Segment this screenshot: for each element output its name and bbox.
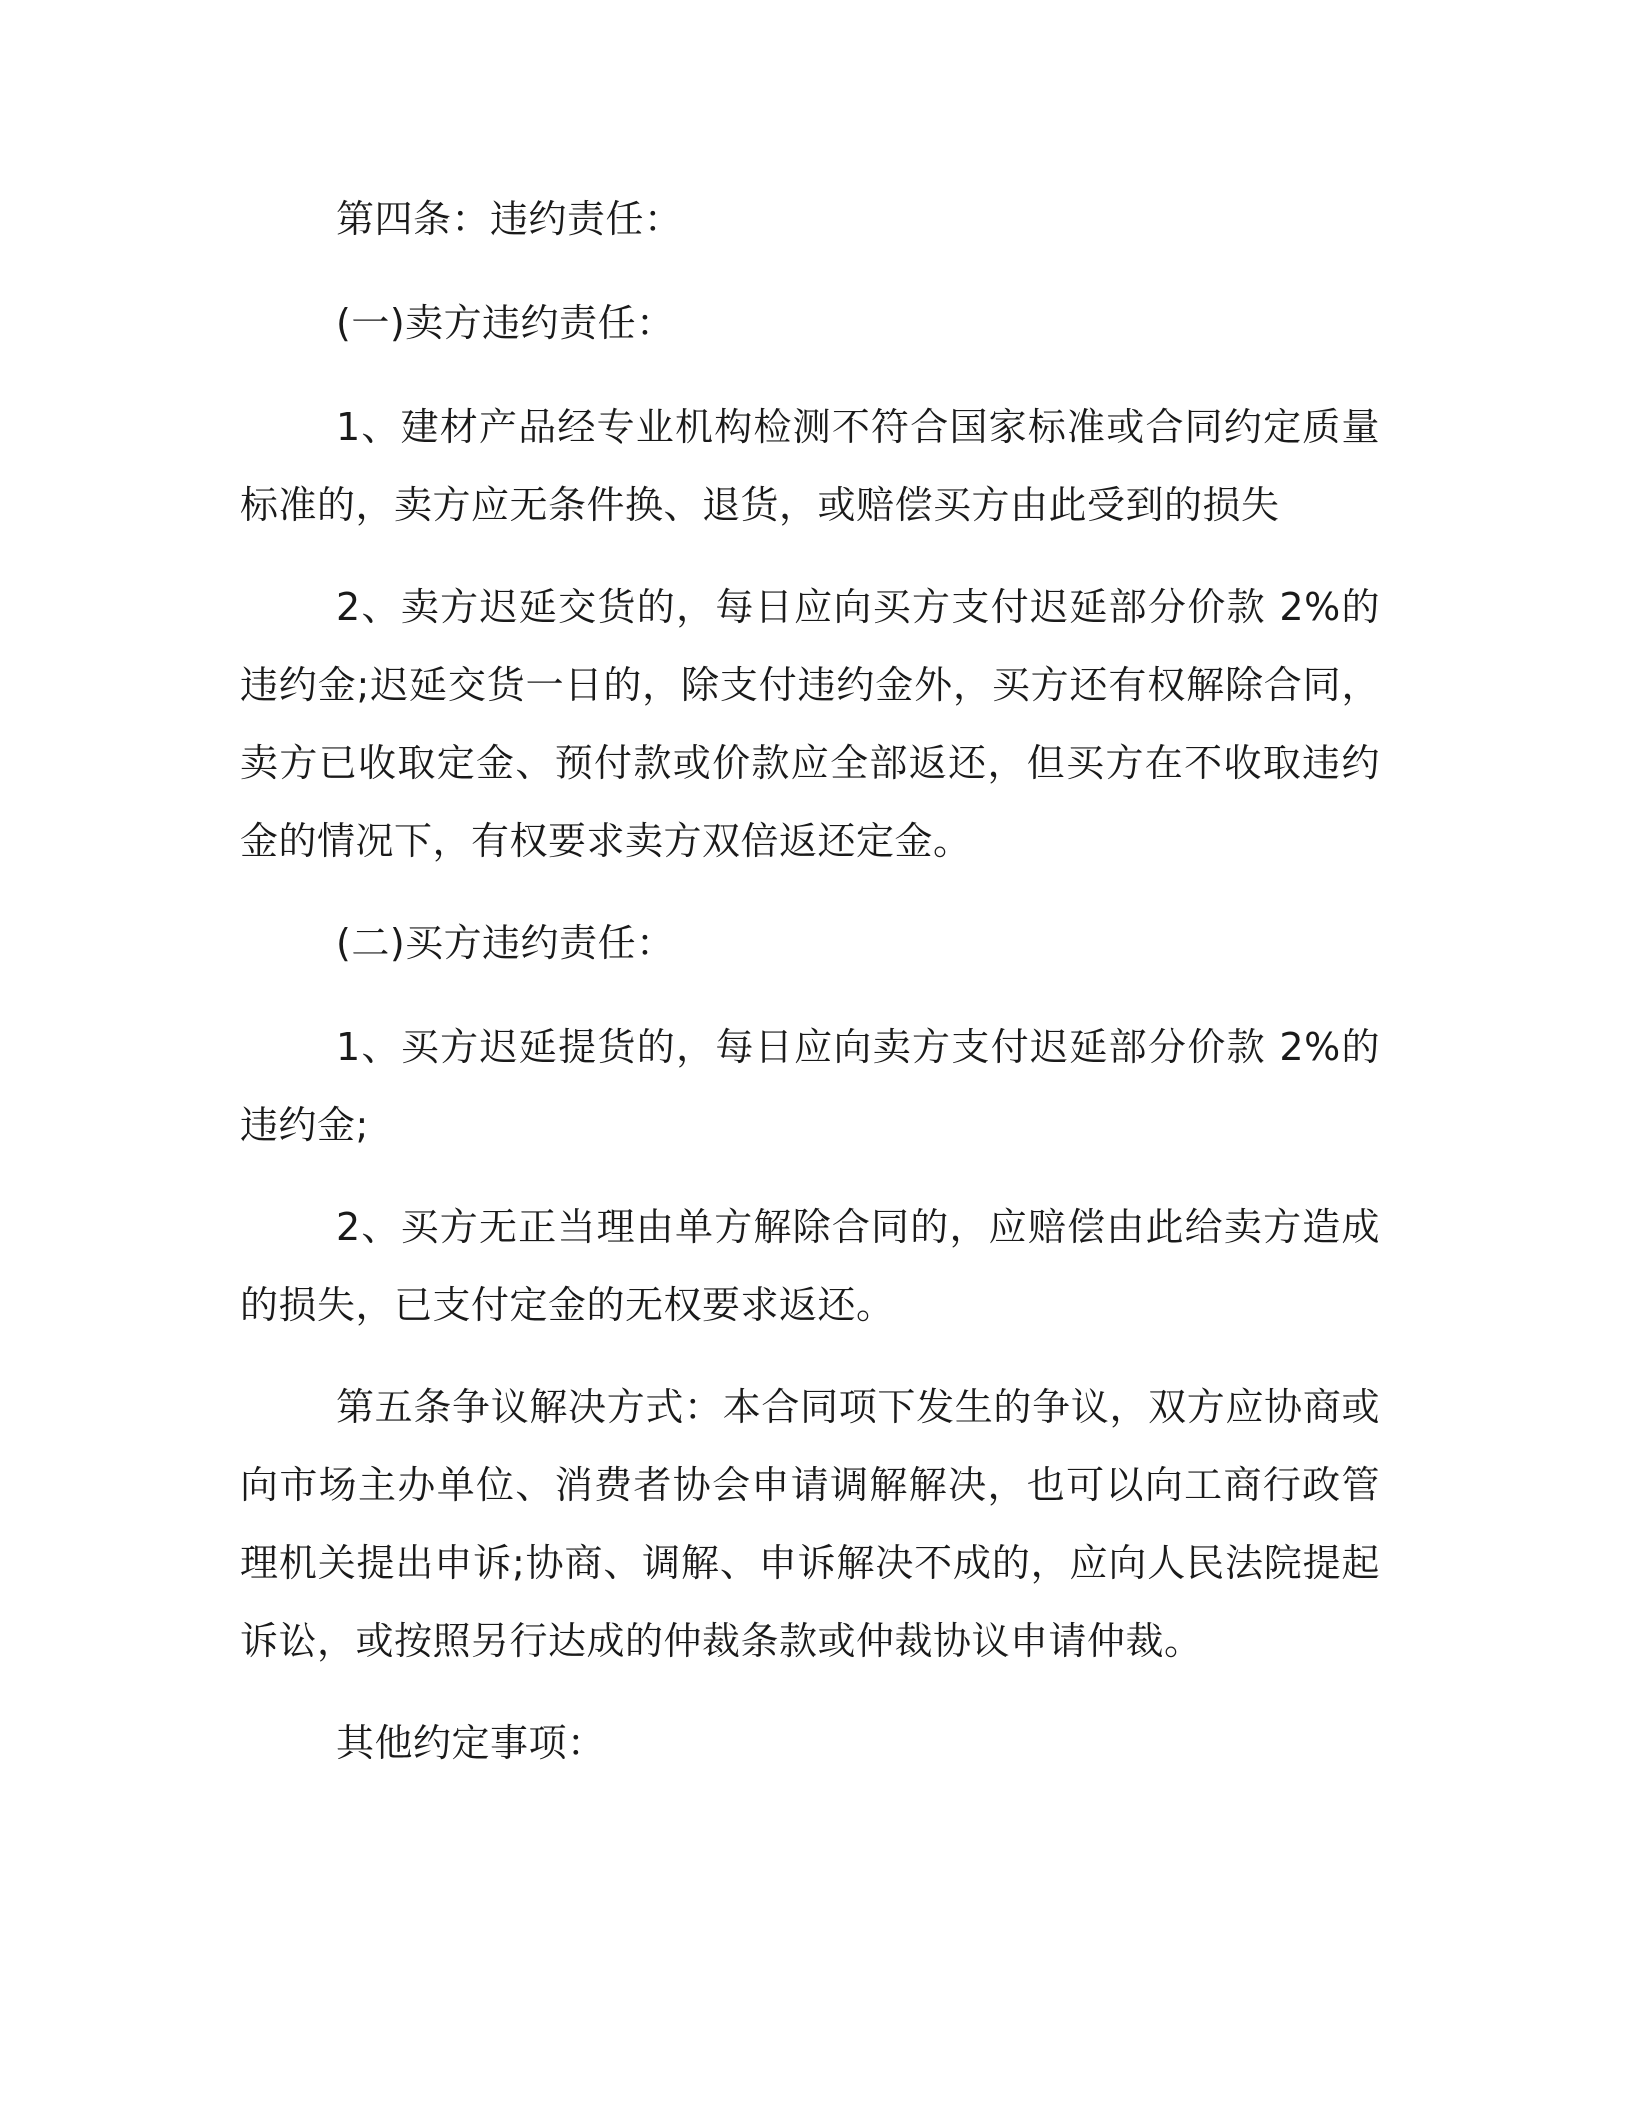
buyer-clause-1: 1、买方迟延提货的，每日应向卖方支付迟延部分价款 2%的违约金;	[240, 1025, 1380, 1147]
article-5-dispute-resolution: 第五条争议解决方式：本合同项下发生的争议，双方应协商或向市场主办单位、消费者协会申请调解解决，也可以向工商行政管理机关提出申诉;协商、调解、申诉解决不成的，应向人民法院提起诉讼，或按照另行达成的仲裁条款或仲裁协议申请仲裁。	[240, 1385, 1380, 1663]
seller-liability-heading: (一)卖方违约责任：	[336, 301, 675, 345]
buyer-clause-2: 2、买方无正当理由单方解除合同的，应赔偿由此给卖方造成的损失，已支付定金的无权要求返还。	[240, 1205, 1380, 1327]
document-body	[240, 180, 1380, 1808]
buyer-liability-heading: (二)买方违约责任：	[336, 921, 675, 965]
seller-clause-1: 1、建材产品经专业机构检测不符合国家标准或合同约定质量标准的，卖方应无条件换、退货，或赔偿买方由此受到的损失	[240, 405, 1380, 527]
other-matters-heading: 其他约定事项：	[336, 1721, 606, 1765]
seller-clause-2: 2、卖方迟延交货的，每日应向买方支付迟延部分价款 2%的违约金;迟延交货一日的，除支付违约金外，买方还有权解除合同，卖方已收取定金、预付款或价款应全部返还，但买方在不收取违约金的情况下，有权要求卖方双倍返还定金。	[240, 585, 1380, 863]
article-4-title: 第四条：违约责任：	[336, 197, 683, 241]
